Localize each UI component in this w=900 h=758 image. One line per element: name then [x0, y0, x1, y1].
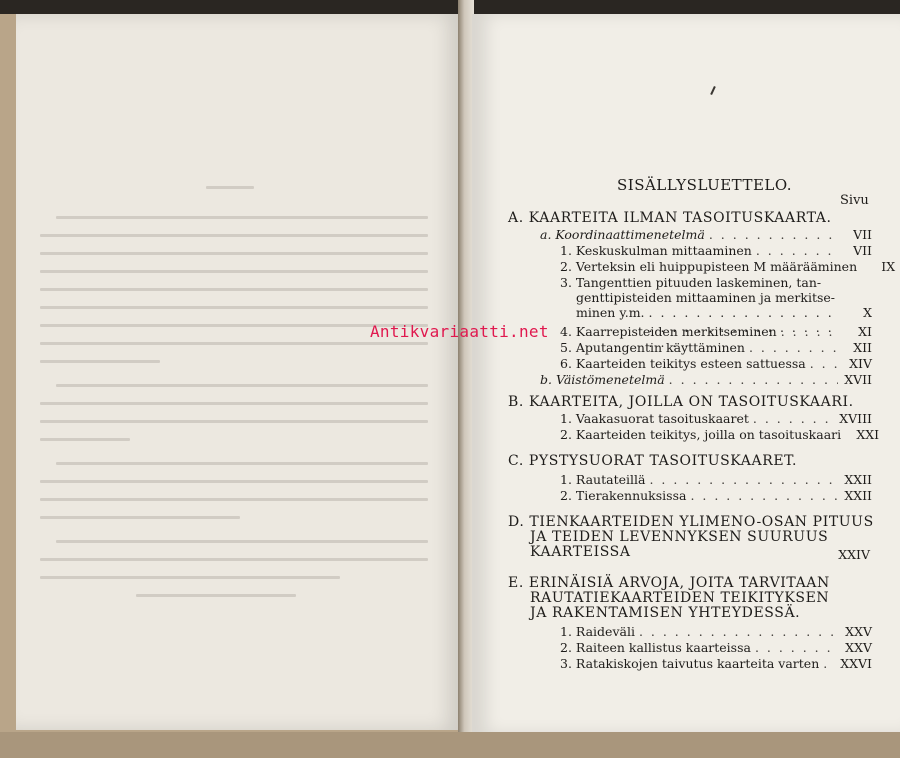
toc-entry [560, 340, 872, 355]
toc-entry-line: minen y.m. [576, 305, 645, 320]
section-d-page: XXIV [838, 547, 870, 562]
toc-entry [560, 640, 872, 655]
toc-entry-text: 2. Tierakennuksissa [560, 488, 687, 503]
toc-entry-text: 6. Kaarteiden teikitys esteen sattuessa [560, 356, 806, 371]
toc-entry [560, 243, 872, 258]
toc-entry-page: XXV [845, 624, 872, 639]
toc-entry-line: genttipisteiden mittaaminen ja merkitse- [576, 290, 836, 305]
toc-entry-page: IX [881, 259, 896, 274]
toc-entry-text: 1. Vaakasuorat tasoituskaaret [560, 411, 749, 426]
toc-entry-text: 3. Ratakiskojen taivutus kaarteita varten [560, 656, 820, 671]
leader-dots [690, 488, 838, 503]
toc-entry [560, 411, 872, 426]
toc-entry-text: 2. Raiteen kallistus kaarteissa [560, 640, 751, 655]
toc-entry-text: 1. Keskuskulman mittaaminen [560, 243, 752, 258]
toc-entry [560, 324, 872, 339]
toc-entry [560, 656, 872, 671]
toc-entry-page: XVIII [839, 411, 872, 426]
leader-dots [749, 340, 838, 355]
toc-entry-page: XI [858, 324, 872, 339]
toc-entry-page: XII [853, 340, 872, 355]
leader-dots [781, 324, 838, 339]
toc-title: SISÄLLYSLUETTELO. [617, 176, 793, 194]
leader-dots [756, 243, 838, 258]
left-page [16, 14, 460, 730]
section-c-heading: C. PYSTYSUORAT TASOITUSKAARET. [508, 453, 798, 469]
toc-entry [560, 427, 880, 442]
leader-dots [669, 372, 838, 387]
bleed-through-text [16, 14, 460, 730]
toc-entry [560, 488, 872, 503]
leader-dots [810, 356, 838, 371]
section-heading-line: KAARTEISSA [530, 544, 631, 560]
book-cover-top [0, 0, 900, 14]
section-heading-line: RAUTATIEKAARTEIDEN TEIKITYKSEN [530, 590, 830, 606]
toc-entry [560, 259, 896, 274]
toc-entry-text: 5. Aputangentin käyttäminen [560, 340, 745, 355]
toc-entry-page: VII [853, 243, 872, 258]
toc-entry-text: 4. Kaarrepisteiden merkitseminen [560, 324, 777, 339]
toc-entry-text: 1. Rautateillä [560, 472, 646, 487]
toc-entry-page: XXVI [840, 656, 872, 671]
section-a-heading: A. KAARTEITA ILMAN TASOITUSKAARTA. [508, 210, 832, 226]
leader-dots [755, 640, 838, 655]
toc-entry-page: XIV [849, 356, 872, 371]
toc-entry [540, 227, 872, 242]
toc-entry-page: XVII [844, 372, 872, 387]
toc-entry [560, 356, 872, 371]
toc-entry-text: b. Väistömenetelmä [540, 372, 665, 387]
toc-entry-page: XXV [845, 640, 872, 655]
section-b-heading: B. KAARTEITA, JOILLA ON TASOITUSKAARI. [508, 394, 854, 410]
toc-entry-text: 1. Raideväli [560, 624, 635, 639]
section-heading-line: JA RAKENTAMISEN YHTEYDESSÄ. [530, 605, 801, 621]
leader-dots [753, 411, 835, 426]
watermark-text: Antikvariaatti.net [370, 322, 549, 341]
toc-entry-page: XXI [856, 427, 880, 442]
toc-entry [540, 372, 872, 387]
toc-entry-text: a. Koordinaattimenetelmä [540, 227, 705, 242]
page-column-header: Sivu [840, 193, 869, 208]
toc-entry-page: XXII [844, 472, 872, 487]
leader-dots [823, 656, 836, 671]
section-heading-line: JA TEIDEN LEVENNYKSEN SUURUUS [530, 529, 829, 545]
section-d-heading [508, 515, 874, 560]
toc-entry-page: X [863, 305, 872, 320]
leader-dots [639, 624, 838, 639]
section-e-heading [508, 576, 830, 621]
toc-entry-text: 2. Kaarteiden teikitys, joilla on tasoituskaari [560, 427, 842, 442]
toc-entry-text: 2. Verteksin eli huippupisteen M määrääminen [560, 259, 858, 274]
section-heading-line: D. TIENKAARTEIDEN YLIMENO-OSAN PITUUS [508, 514, 874, 530]
leader-dots [709, 227, 838, 242]
book-bottom-edge [0, 732, 900, 758]
toc-entry-page: XXII [844, 488, 872, 503]
section-heading-line: E. ERINÄISIÄ ARVOJA, JOITA TARVITAAN [508, 575, 830, 591]
toc-entry [560, 624, 872, 639]
toc-entry-line: 3. Tangenttien pituuden laskeminen, tan- [560, 275, 822, 290]
toc-entry [560, 472, 872, 487]
leader-dots [649, 472, 838, 487]
toc-entry-page: VII [853, 227, 872, 242]
